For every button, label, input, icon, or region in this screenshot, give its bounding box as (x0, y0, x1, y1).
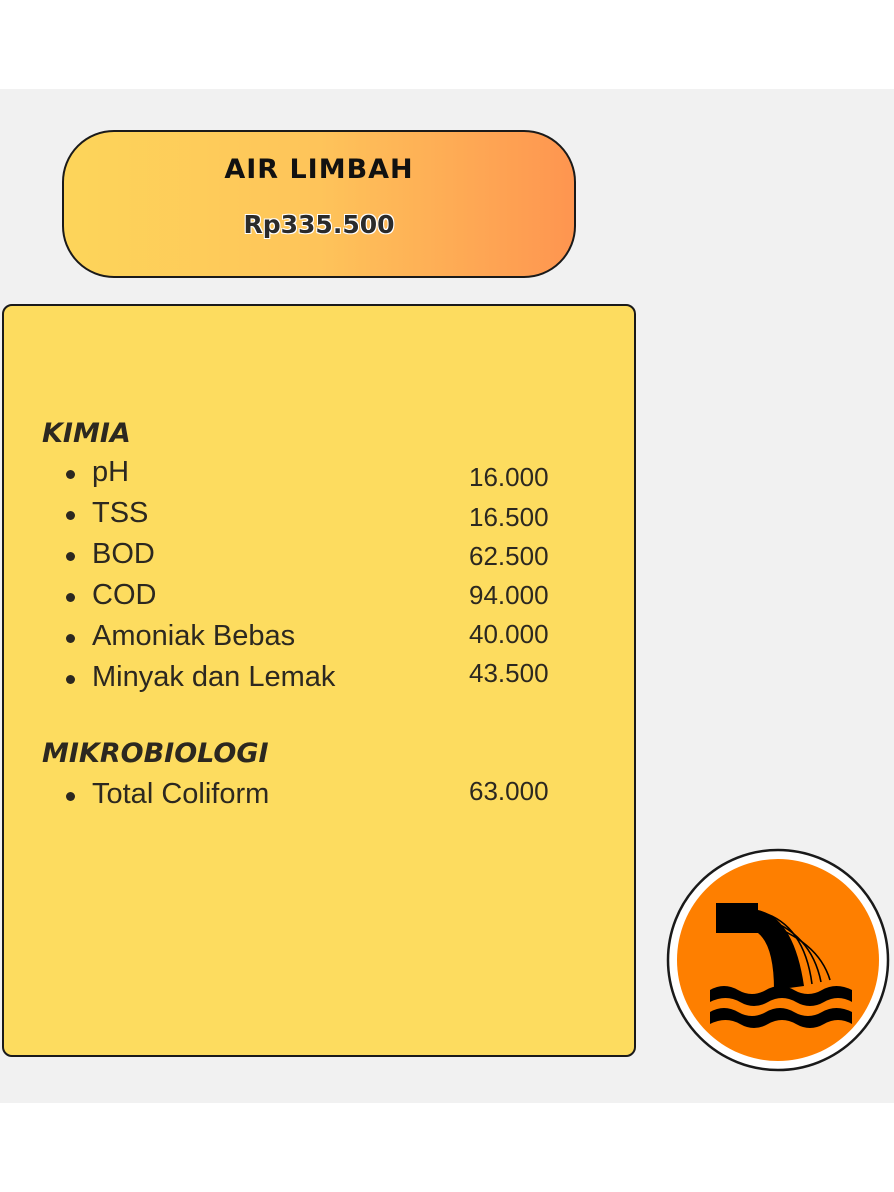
item-price: 40.000 (469, 619, 549, 649)
list-item (64, 620, 604, 660)
bullet-icon (66, 552, 75, 561)
item-name: BOD (92, 538, 155, 570)
section-title-kimia: KIMIA (42, 418, 131, 449)
bullet-icon (66, 792, 75, 801)
bullet-icon (66, 675, 75, 684)
bullet-icon (66, 470, 75, 479)
price-list-card (2, 304, 636, 1057)
bullet-icon (66, 634, 75, 643)
service-price: Rp335.500 (243, 210, 395, 239)
list-item (64, 658, 604, 701)
list-item (64, 456, 604, 496)
item-name: Minyak dan Lemak (92, 661, 336, 693)
item-price: 62.500 (469, 541, 549, 571)
bullet-icon (66, 593, 75, 602)
list-item (64, 497, 604, 537)
item-name: COD (92, 579, 157, 611)
list-item (64, 538, 604, 578)
item-name: Total Coliform (92, 778, 270, 810)
bullet-icon (66, 511, 75, 520)
item-price: 63.000 (469, 776, 549, 806)
item-price: 16.500 (469, 502, 549, 532)
item-price: 94.000 (469, 580, 549, 610)
section-title-mikrobiologi: MIKROBIOLOGI (42, 738, 269, 769)
list-item (64, 579, 604, 619)
service-title: AIR LIMBAH (224, 154, 414, 185)
item-name: TSS (92, 497, 149, 529)
item-price: 16.000 (469, 462, 549, 492)
wastewater-pipe-icon (666, 848, 890, 1072)
item-price: 43.500 (469, 658, 549, 688)
item-name: pH (92, 456, 130, 488)
title-card (62, 130, 576, 278)
list-item (64, 778, 604, 818)
item-name: Amoniak Bebas (92, 620, 296, 652)
